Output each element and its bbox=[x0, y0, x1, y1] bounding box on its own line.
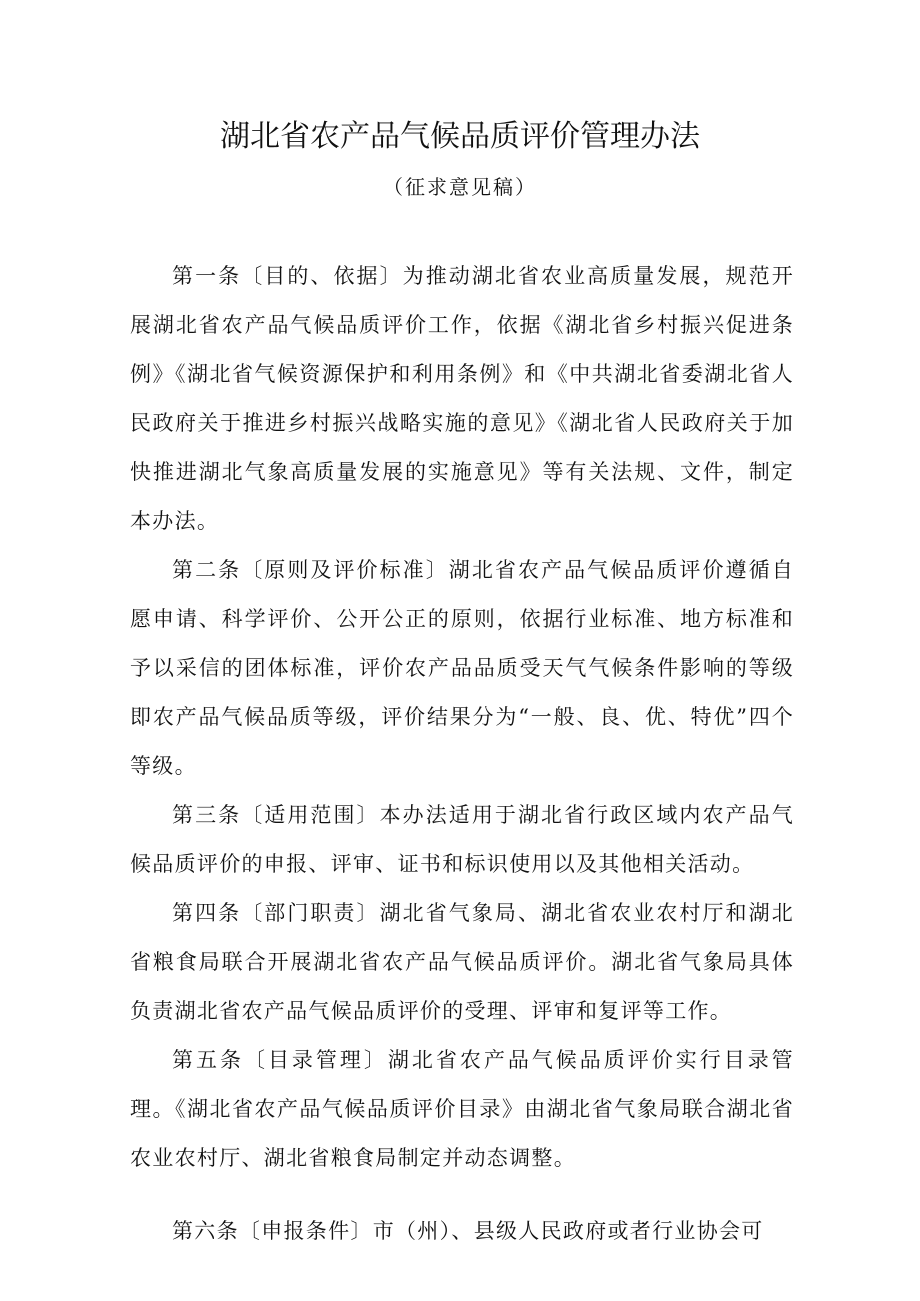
article-6: 第六条〔申报条件〕市（州）、县级人民政府或者行业协会可 bbox=[172, 1219, 764, 1243]
document-title: 湖北省农产品气候品质评价管理办法 bbox=[220, 119, 700, 154]
article-2: 第二条〔原则及评价标准〕湖北省农产品气候品质评价遵循自愿申请、科学评价、公开公正的原则，依据行业标准、地方标准和予以采信的团体标准，评价农产品品质受天气气候条件影响的等级即农产品气候品质等级，评价结果分为“一般、良、优、特优”四个等级。 bbox=[130, 558, 794, 778]
article-3: 第三条〔适用范围〕本办法适用于湖北省行政区域内农产品气候品质评价的申报、评审、证书和标识使用以及其他相关活动。 bbox=[130, 803, 794, 876]
document-subtitle: （征求意见稿） bbox=[383, 175, 537, 199]
article-1: 第一条〔目的、依据〕为推动湖北省农业高质量发展，规范开展湖北省农产品气候品质评价工作，依据《湖北省乡村振兴促进条例》《湖北省气候资源保护和利用条例》和《中共湖北省委湖北省人民政府关于推进乡村振兴战略实施的意见》《湖北省人民政府关于加快推进湖北气象高质量发展的实施意见》等有关法规、文件，制定本办法。 bbox=[130, 264, 794, 533]
article-5: 第五条〔目录管理〕湖北省农产品气候品质评价实行目录管理。《湖北省农产品气候品质评价目录》由湖北省气象局联合湖北省农业农村厅、湖北省粮食局制定并动态调整。 bbox=[130, 1048, 794, 1170]
document-body bbox=[130, 252, 794, 1256]
article-4: 第四条〔部门职责〕湖北省气象局、湖北省农业农村厅和湖北省粮食局联合开展湖北省农产品气候品质评价。湖北省气象局具体负责湖北省农产品气候品质评价的受理、评审和复评等工作。 bbox=[130, 901, 794, 1023]
